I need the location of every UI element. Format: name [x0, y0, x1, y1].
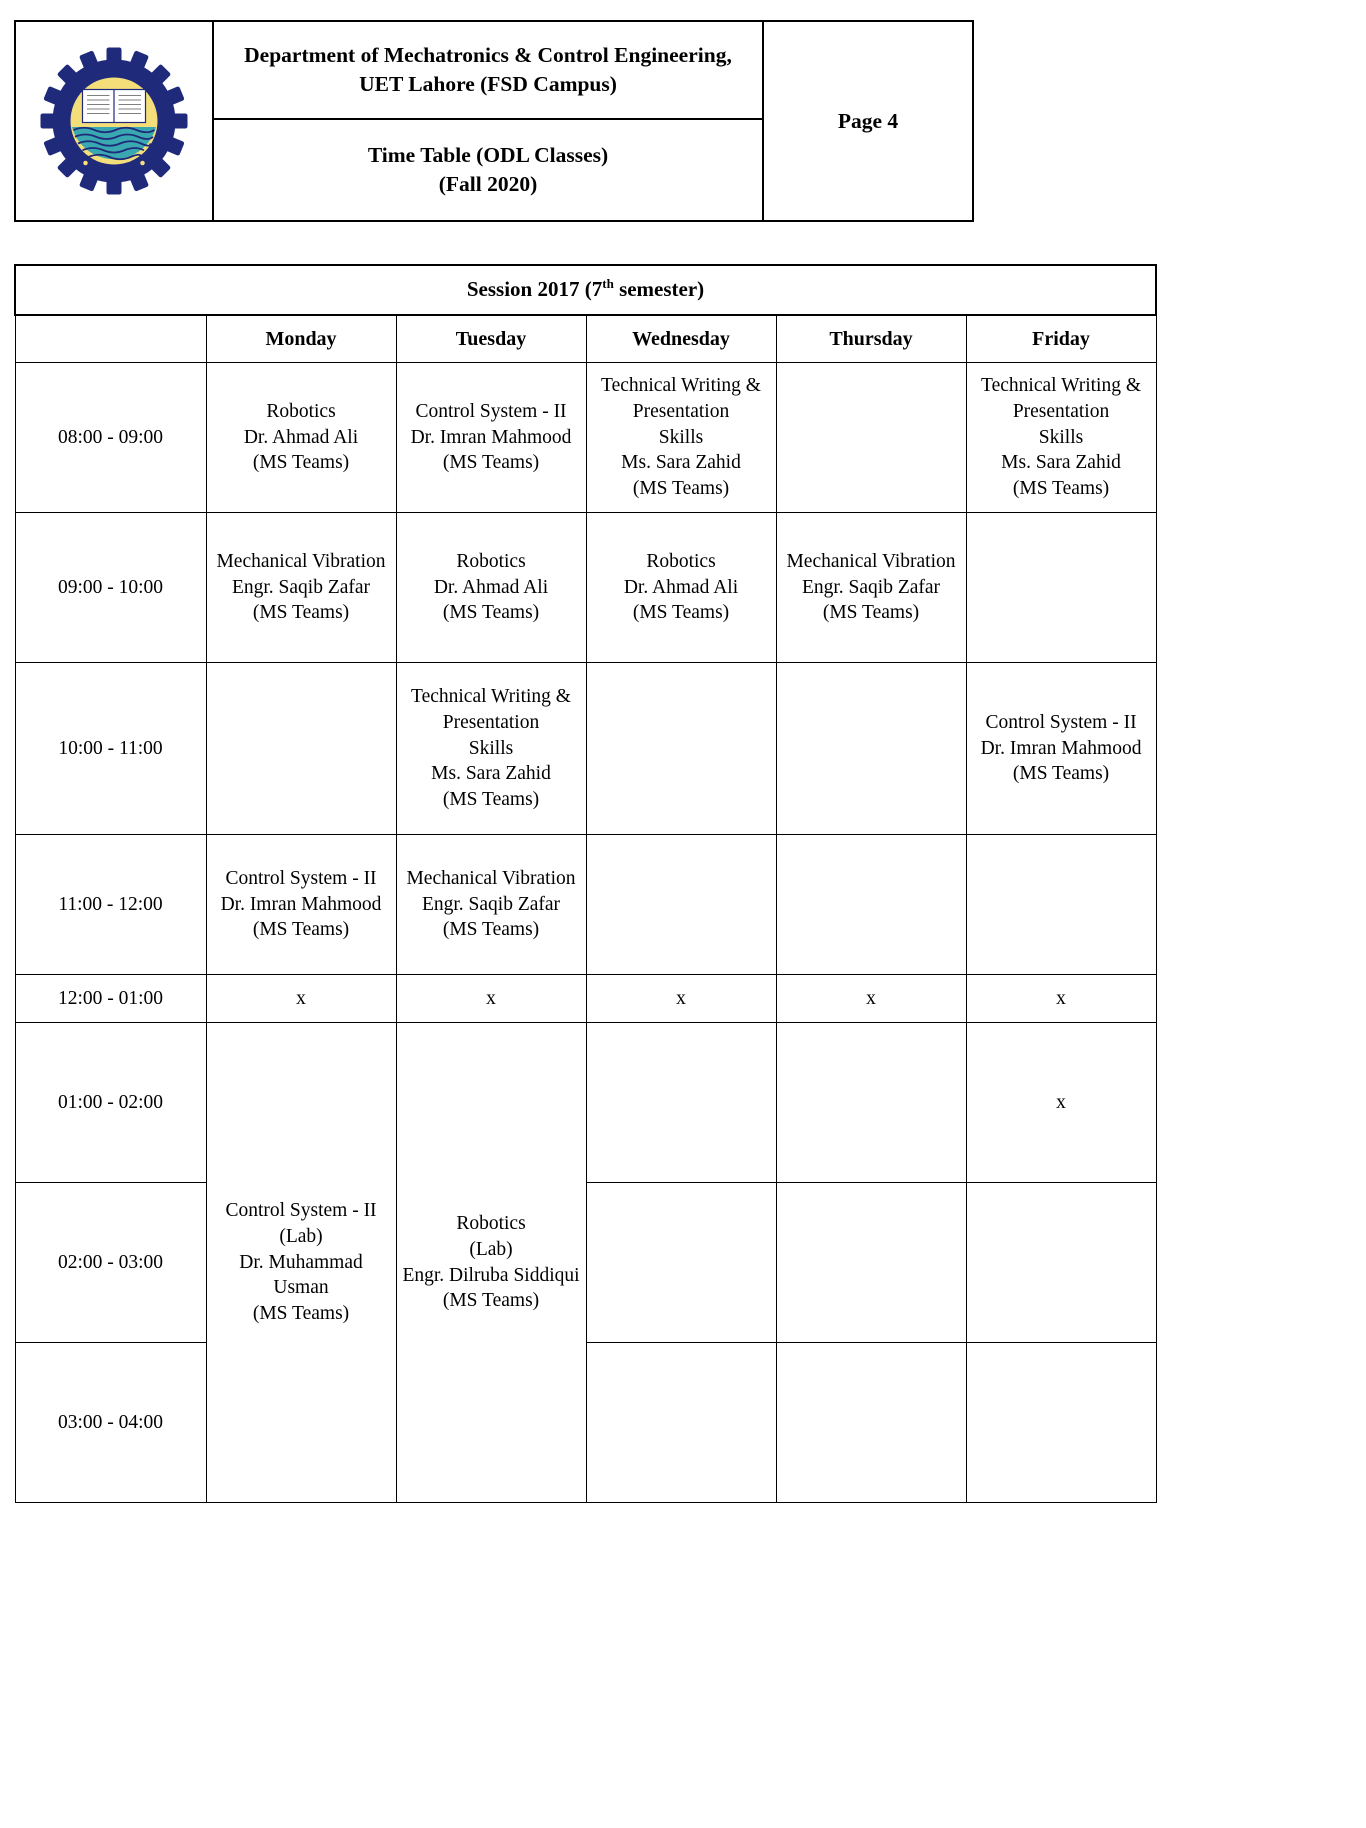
- slot-5-thursday: [776, 975, 966, 1023]
- session-title-sup: th: [602, 276, 614, 292]
- cell-line: (MS Teams): [1012, 763, 1110, 785]
- session-title: [15, 265, 1156, 315]
- cell-line: (MS Teams): [442, 789, 540, 811]
- slot-3-friday: [966, 663, 1156, 835]
- slot-1-tuesday: [396, 363, 586, 513]
- university-seal-svg: [39, 46, 189, 196]
- cell-line: Mechanical Vibration: [786, 550, 956, 572]
- cell-line: (MS Teams): [252, 452, 350, 474]
- timetable-title: [213, 119, 763, 221]
- lab-cell-monday: [206, 1023, 396, 1503]
- time-slot-3: 10:00 - 11:00: [15, 663, 206, 835]
- university-seal-icon: [16, 31, 212, 211]
- cell-line: Presentation: [1012, 400, 1110, 422]
- cell-line: Usman: [273, 1277, 329, 1299]
- slot-5-tuesday: [396, 975, 586, 1023]
- cell-line: Robotics: [456, 1213, 526, 1235]
- cell-line: (MS Teams): [822, 602, 920, 624]
- cell-line: (MS Teams): [442, 1290, 540, 1312]
- day-header-monday: Monday: [206, 315, 396, 363]
- cell-line: Robotics: [266, 400, 336, 422]
- cell-line: Engr. Saqib Zafar: [231, 576, 371, 598]
- cell-line: Mechanical Vibration: [216, 550, 386, 572]
- cell-line: Skills: [468, 737, 514, 759]
- slot-1-thursday: [776, 363, 966, 513]
- cell-line: Engr. Saqib Zafar: [421, 893, 561, 915]
- cell-line: Ms. Sara Zahid: [1001, 452, 1121, 474]
- cell-line: x: [1056, 987, 1066, 1009]
- cell-line: Dr. Ahmad Ali: [623, 576, 739, 598]
- slot-5-friday: [966, 975, 1156, 1023]
- cell-line: Skills: [1038, 426, 1084, 448]
- cell-line: (MS Teams): [252, 919, 350, 941]
- cell-line: Control System - II: [225, 1200, 377, 1222]
- cell-line: Dr. Imran Mahmood: [220, 893, 382, 915]
- slot-7-thursday: [776, 1183, 966, 1343]
- slot-3-monday: [206, 663, 396, 835]
- cell-line: Engr. Saqib Zafar: [801, 576, 941, 598]
- cell-line: (MS Teams): [442, 919, 540, 941]
- day-header-thursday: Thursday: [776, 315, 966, 363]
- cell-line: x: [296, 987, 306, 1009]
- slot-8-thursday: [776, 1343, 966, 1503]
- slot-4-wednesday: [586, 835, 776, 975]
- slot-4-tuesday: [396, 835, 586, 975]
- lab-cell-tuesday: [396, 1023, 586, 1503]
- cell-line: Dr. Ahmad Ali: [433, 576, 549, 598]
- cell-line: Technical Writing &: [411, 686, 571, 708]
- day-header-friday: Friday: [966, 315, 1156, 363]
- table-row: [15, 1023, 1156, 1183]
- slot-4-friday: [966, 835, 1156, 975]
- slot-2-tuesday: [396, 513, 586, 663]
- slot-7-friday: [966, 1183, 1156, 1343]
- cell-line: Dr. Imran Mahmood: [410, 426, 572, 448]
- slot-2-friday: [966, 513, 1156, 663]
- slot-3-thursday: [776, 663, 966, 835]
- time-slot-6: 01:00 - 02:00: [15, 1023, 206, 1183]
- slot-2-monday: [206, 513, 396, 663]
- slot-7-wednesday: [586, 1183, 776, 1343]
- time-slot-2: 09:00 - 10:00: [15, 513, 206, 663]
- slot-1-monday: [206, 363, 396, 513]
- table-row: [15, 513, 1156, 663]
- cell-line: Dr. Muhammad: [239, 1251, 363, 1273]
- day-header-tuesday: Tuesday: [396, 315, 586, 363]
- cell-line: Technical Writing &: [601, 375, 761, 397]
- cell-line: (MS Teams): [442, 602, 540, 624]
- cell-line: Ms. Sara Zahid: [431, 763, 551, 785]
- timetable-title-line2: (Fall 2020): [438, 172, 538, 196]
- cell-line: Engr. Dilruba Siddiqui: [402, 1264, 580, 1286]
- slot-6-wednesday: [586, 1023, 776, 1183]
- session-header-row: [15, 265, 1156, 315]
- cell-line: (MS Teams): [442, 452, 540, 474]
- cell-line: Control System - II: [985, 711, 1137, 733]
- cell-line: Robotics: [646, 550, 716, 572]
- cell-line: (Lab): [279, 1225, 323, 1247]
- cell-line: Ms. Sara Zahid: [621, 452, 741, 474]
- slot-1-wednesday: [586, 363, 776, 513]
- table-row: [15, 1343, 1156, 1503]
- slot-3-tuesday: [396, 663, 586, 835]
- cell-line: Dr. Imran Mahmood: [980, 737, 1142, 759]
- timetable-container: [14, 264, 1154, 1503]
- cell-line: Skills: [658, 426, 704, 448]
- time-slot-1: 08:00 - 09:00: [15, 363, 206, 513]
- timetable-title-line1: Time Table (ODL Classes): [367, 142, 609, 167]
- cell-line: Technical Writing &: [981, 375, 1141, 397]
- slot-3-wednesday: [586, 663, 776, 835]
- cell-line: Control System - II: [415, 400, 567, 422]
- slot-5-wednesday: [586, 975, 776, 1023]
- slot-6-thursday: [776, 1023, 966, 1183]
- cell-line: Mechanical Vibration: [406, 867, 576, 889]
- time-slot-5: 12:00 - 01:00: [15, 975, 206, 1023]
- cell-line: (MS Teams): [252, 1303, 350, 1325]
- table-row: [15, 363, 1156, 513]
- document-header-table: [14, 20, 974, 222]
- slot-2-wednesday: [586, 513, 776, 663]
- table-row: [15, 1183, 1156, 1343]
- cell-line: (MS Teams): [1012, 478, 1110, 500]
- slot-4-thursday: [776, 835, 966, 975]
- day-header-wednesday: Wednesday: [586, 315, 776, 363]
- cell-line: (MS Teams): [252, 602, 350, 624]
- cell-line: (MS Teams): [632, 602, 730, 624]
- day-header-row: [15, 315, 1156, 363]
- cell-line: Presentation: [632, 400, 730, 422]
- slot-6-friday: [966, 1023, 1156, 1183]
- time-slot-8: 03:00 - 04:00: [15, 1343, 206, 1503]
- time-slot-4: 11:00 - 12:00: [15, 835, 206, 975]
- cell-line: (Lab): [469, 1238, 513, 1260]
- cell-line: x: [486, 987, 496, 1009]
- slot-2-thursday: [776, 513, 966, 663]
- slot-4-monday: [206, 835, 396, 975]
- session-title-prefix: Session 2017 (7: [466, 277, 603, 302]
- cell-line: x: [676, 987, 686, 1009]
- cell-line: Presentation: [442, 711, 540, 733]
- slot-5-monday: [206, 975, 396, 1023]
- table-row: [15, 835, 1156, 975]
- slot-8-wednesday: [586, 1343, 776, 1503]
- timetable-body: [15, 265, 1156, 1503]
- timetable: [14, 264, 1157, 1503]
- table-row: [15, 975, 1156, 1023]
- time-slot-7: 02:00 - 03:00: [15, 1183, 206, 1343]
- cell-line: (MS Teams): [632, 478, 730, 500]
- cell-line: Robotics: [456, 550, 526, 572]
- slot-1-friday: [966, 363, 1156, 513]
- department-title: Department of Mechatronics & Control Engineering, UET Lahore (FSD Campus): [213, 21, 763, 119]
- corner-cell: [15, 315, 206, 363]
- session-title-suffix: semester): [613, 277, 705, 302]
- cell-line: Control System - II: [225, 867, 377, 889]
- slot-8-friday: [966, 1343, 1156, 1503]
- cell-line: x: [866, 987, 876, 1009]
- page-number: Page 4: [763, 21, 973, 221]
- table-row: [15, 663, 1156, 835]
- cell-line: x: [1056, 1091, 1066, 1113]
- logo-cell: [15, 21, 213, 221]
- cell-line: Dr. Ahmad Ali: [243, 426, 359, 448]
